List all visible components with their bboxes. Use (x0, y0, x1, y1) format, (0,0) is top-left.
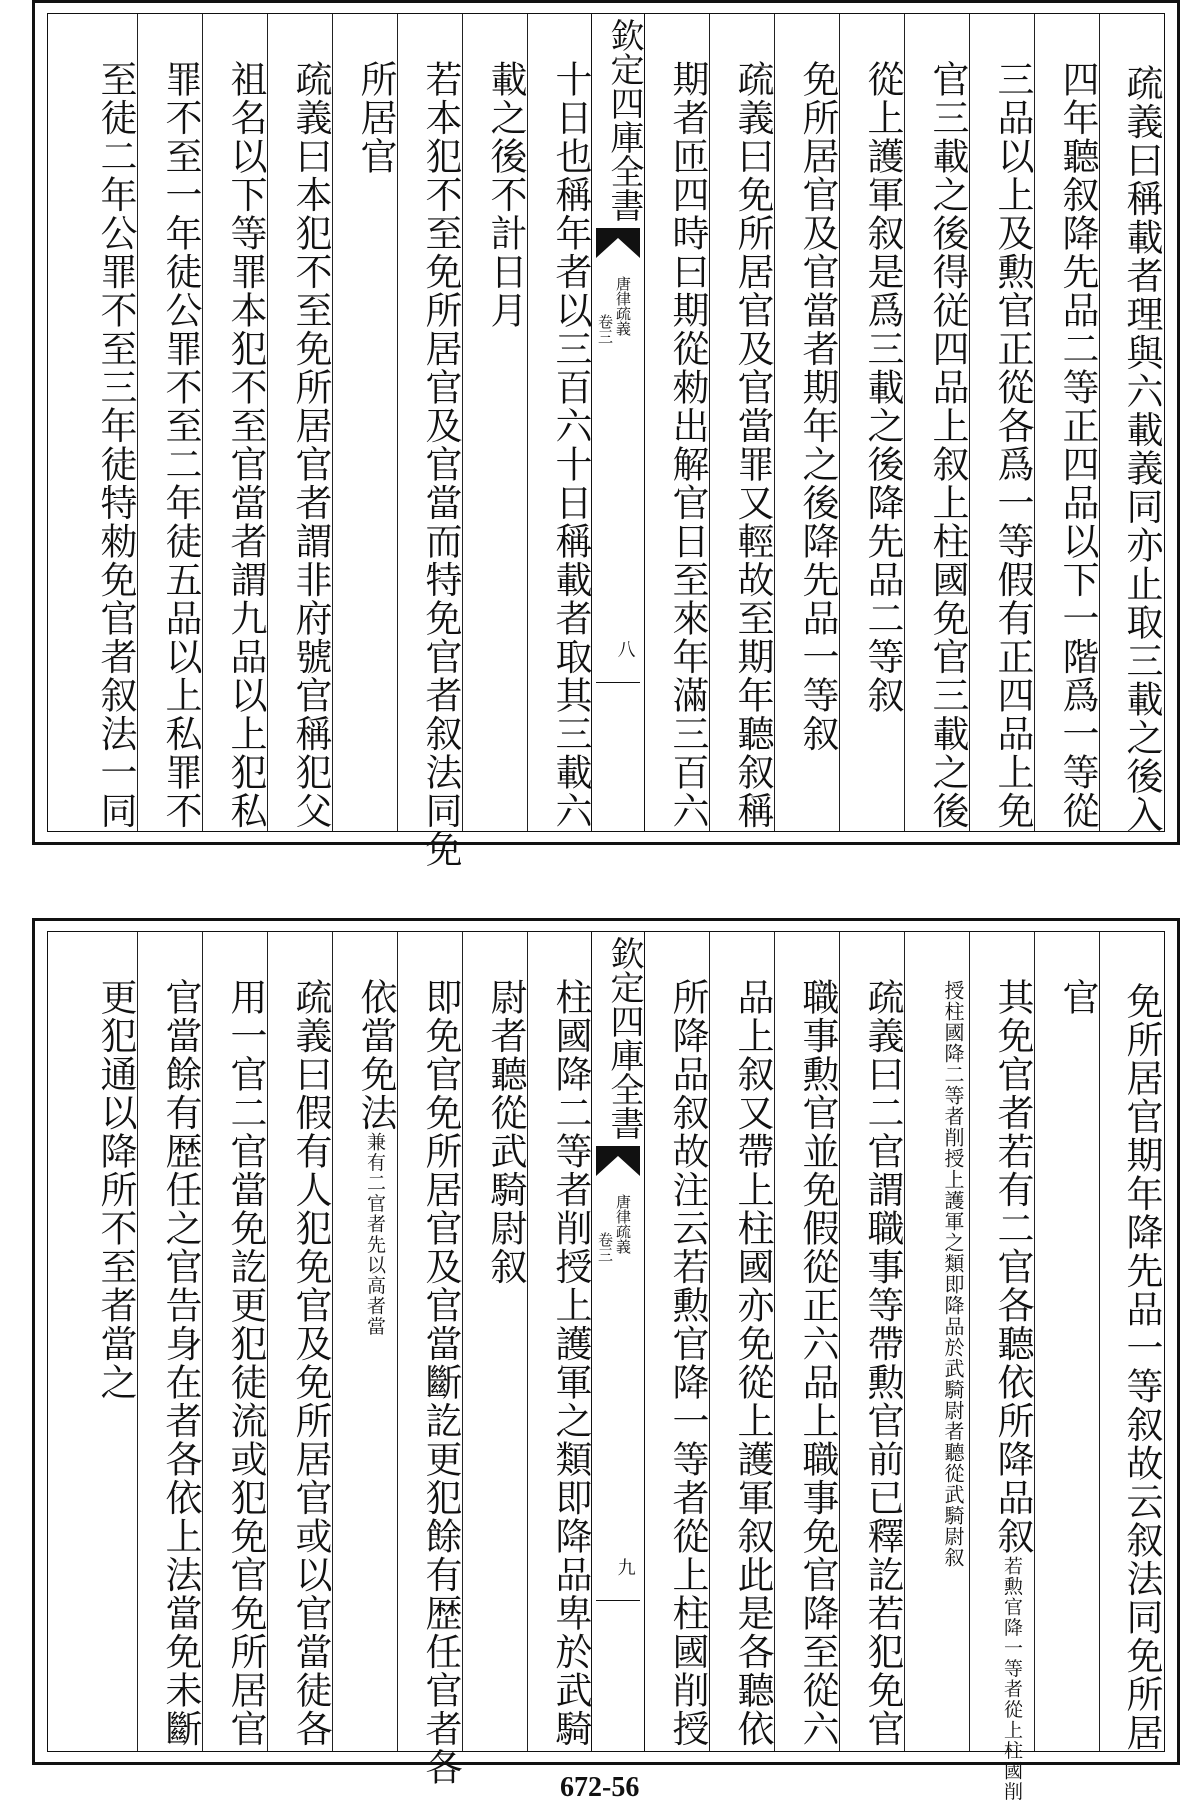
text-column: 所降品叙故注云若勲官降一等者從上柱國削授 (666, 978, 709, 1748)
text-column: 疏義曰二官謂職事等帶勲官前已釋訖若犯免官 (861, 978, 904, 1748)
text-column: 所居官 (354, 60, 397, 176)
text-column: 三品以上及勲官正從各爲一等假有正四品上免 (991, 60, 1034, 830)
text-column: 從上護軍叙是爲三載之後降先品二等叙 (861, 60, 904, 715)
main-text: 依當免法 (354, 978, 397, 1132)
text-column: 四年聽叙降先品二等正四品以下一階爲一等從 (1056, 60, 1099, 830)
annotation-note: 兼有二官者先以高者當 (364, 1132, 386, 1337)
book-title: 欽定四庫全書 (604, 936, 644, 1140)
text-column: 品上叙又帶上柱國亦免從上護軍叙此是各聽依 (731, 978, 774, 1748)
text-column: 尉者聽從武騎尉叙 (484, 978, 527, 1286)
text-column: 免所居官期年降先品一等叙故云叙法同免所居 (1120, 982, 1163, 1752)
text-column: 官三載之後得従四品上叙上柱國免官三載之後 (926, 60, 969, 830)
folio-number: 九 (614, 1558, 636, 1576)
page-footer-number: 672-56 (560, 1772, 640, 1803)
text-column: 官當餘有歴任之官告身在者各依上法當免未斷 (159, 978, 202, 1748)
text-column: 載之後不計日月 (484, 60, 527, 330)
text-column: 柱國降二等者削授上護軍之類即降品卑於武騎 (549, 978, 592, 1748)
main-text: 其免官者若有二官各聽依所降品叙 (991, 978, 1034, 1556)
text-column: 至徒二年公罪不至三年徒特勑免官者叙法一同 (94, 60, 137, 830)
text-column: 若本犯不至免所居官及官當而特免官者叙法同免 (419, 60, 462, 869)
folio-number: 八 (614, 640, 636, 658)
text-column: 罪不至一年徒公罪不至二年徒五品以上私罪不 (159, 60, 202, 830)
text-column: 疏義曰免所居官及官當罪又輕故至期年聽叙稱 (731, 60, 774, 830)
book-title: 欽定四庫全書 (604, 18, 644, 222)
text-column: 免所居官及官當者期年之後降先品一等叙 (796, 60, 839, 753)
text-column: 職事勲官並免假從正六品上職事免官降至從六 (796, 978, 839, 1748)
volume-label: 卷三 (596, 314, 614, 344)
page-border (32, 0, 1180, 869)
text-column: 即免官免所居官及官當斷訖更犯餘有歴任官者各 (419, 978, 462, 1787)
center-margin (591, 932, 645, 1751)
text-column: 疏義曰本犯不至免所居官者謂非府號官稱犯父 (289, 60, 332, 830)
center-margin (591, 14, 645, 831)
page-inner-border (47, 13, 1165, 869)
text-column: 十日也稱年者以三百六十日稱載者取其三載六 (549, 60, 592, 830)
text-column (338, 932, 397, 1751)
fishtail-mark (596, 228, 640, 258)
work-title: 唐律疏義 (614, 1194, 632, 1254)
text-column: 用一官二官當免訖更犯徒流或犯免官免所居官 (224, 978, 267, 1748)
annotation-note: 若勲官降一等者從上柱國削 (1001, 1555, 1023, 1802)
text-column: 期者匝四時曰期從勑出解官日至來年滿三百六 (666, 60, 709, 830)
annotation-column: 授柱國降二等者削授上護軍之類即降品於武騎尉者聽從武騎尉叙 (941, 980, 965, 1568)
text-column: 疏義曰假有人犯免官及免所居官或以官當徒各 (289, 978, 332, 1748)
text-column (975, 932, 1034, 1802)
text-column: 更犯通以降所不至者當之 (94, 978, 137, 1402)
text-column: 祖名以下等罪本犯不至官當者謂九品以上犯私 (224, 60, 267, 830)
fishtail-mark (596, 1146, 640, 1176)
page-top (28, 0, 1188, 869)
volume-label: 卷三 (596, 1232, 614, 1262)
text-column: 疏義曰稱載者理與六載義同亦止取三載之後入 (1120, 64, 1163, 834)
work-title: 唐律疏義 (614, 276, 632, 336)
text-column: 官 (1056, 978, 1099, 1017)
